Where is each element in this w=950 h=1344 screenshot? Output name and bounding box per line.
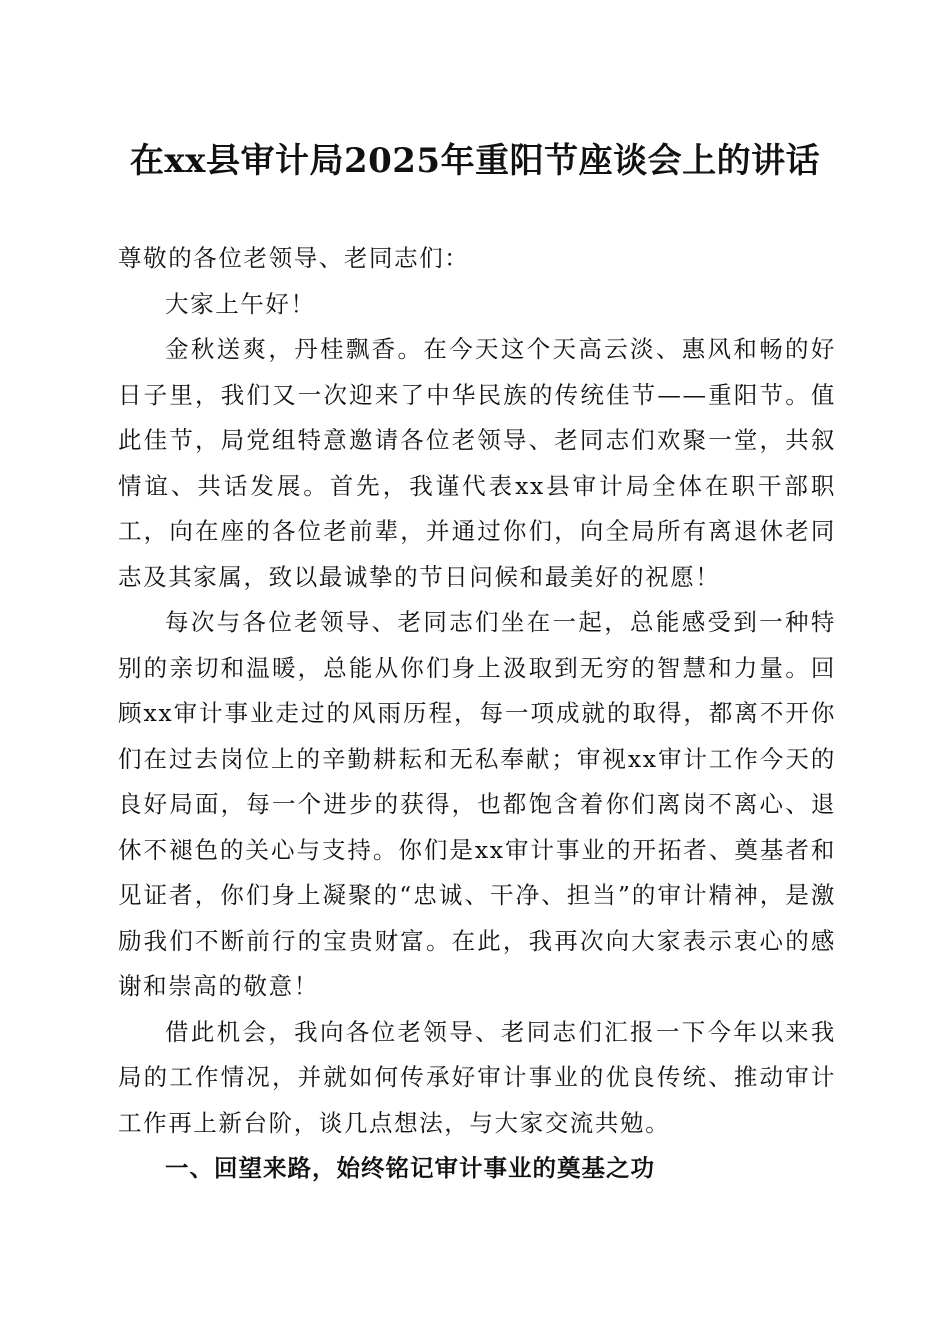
document-title: 在xx县审计局2025年重阳节座谈会上的讲话 [129, 141, 821, 181]
paragraph-3: 借此机会，我向各位老领导、老同志们汇报一下今年以来我局的工作情况，并就如何传承好审计事业的优良传统、推动审计工作再上新台阶，谈几点想法，与大家交流共勉。 [118, 1017, 836, 1137]
paragraph-2: 每次与各位老领导、老同志们坐在一起，总能感受到一种特别的亲切和温暖，总能从你们身上汲取到无穷的智慧和力量。回顾xx审计事业走过的风雨历程，每一项成就的取得，都离不开你们在过去岗位上的辛勤耕耘和无私奉献；审视xx审计工作今天的良好局面，每一个进步的获得，也都饱含着你们离岗不离心、退休不褪色的关心与支持。你们是xx审计事业的开拓者、奠基者和见证者，你们身上凝聚的“忠诚、干净、担当”的审计精神，是激励我们不断前行的宝贵财富。在此，我再次向大家表示衷心的感谢和崇高的敬意！ [118, 608, 836, 1000]
paragraph-1: 金秋送爽，丹桂飘香。在今天这个天高云淡、惠风和畅的好日子里，我们又一次迎来了中华民族的传统佳节——重阳节。值此佳节，局党组特意邀请各位老领导、老同志们欢聚一堂，共叙情谊、共话发展。首先，我谨代表xx县审计局全体在职干部职工，向在座的各位老前辈，并通过你们，向全局所有离退休老同志及其家属，致以最诚挚的节日问候和最美好的祝愿！ [118, 335, 836, 591]
salutation: 尊敬的各位老领导、老同志们： [118, 244, 470, 272]
document-body [118, 236, 836, 1192]
section-heading-1: 一、回望来路，始终铭记审计事业的奠基之功 [165, 1154, 655, 1182]
greeting: 大家上午好！ [165, 289, 316, 318]
